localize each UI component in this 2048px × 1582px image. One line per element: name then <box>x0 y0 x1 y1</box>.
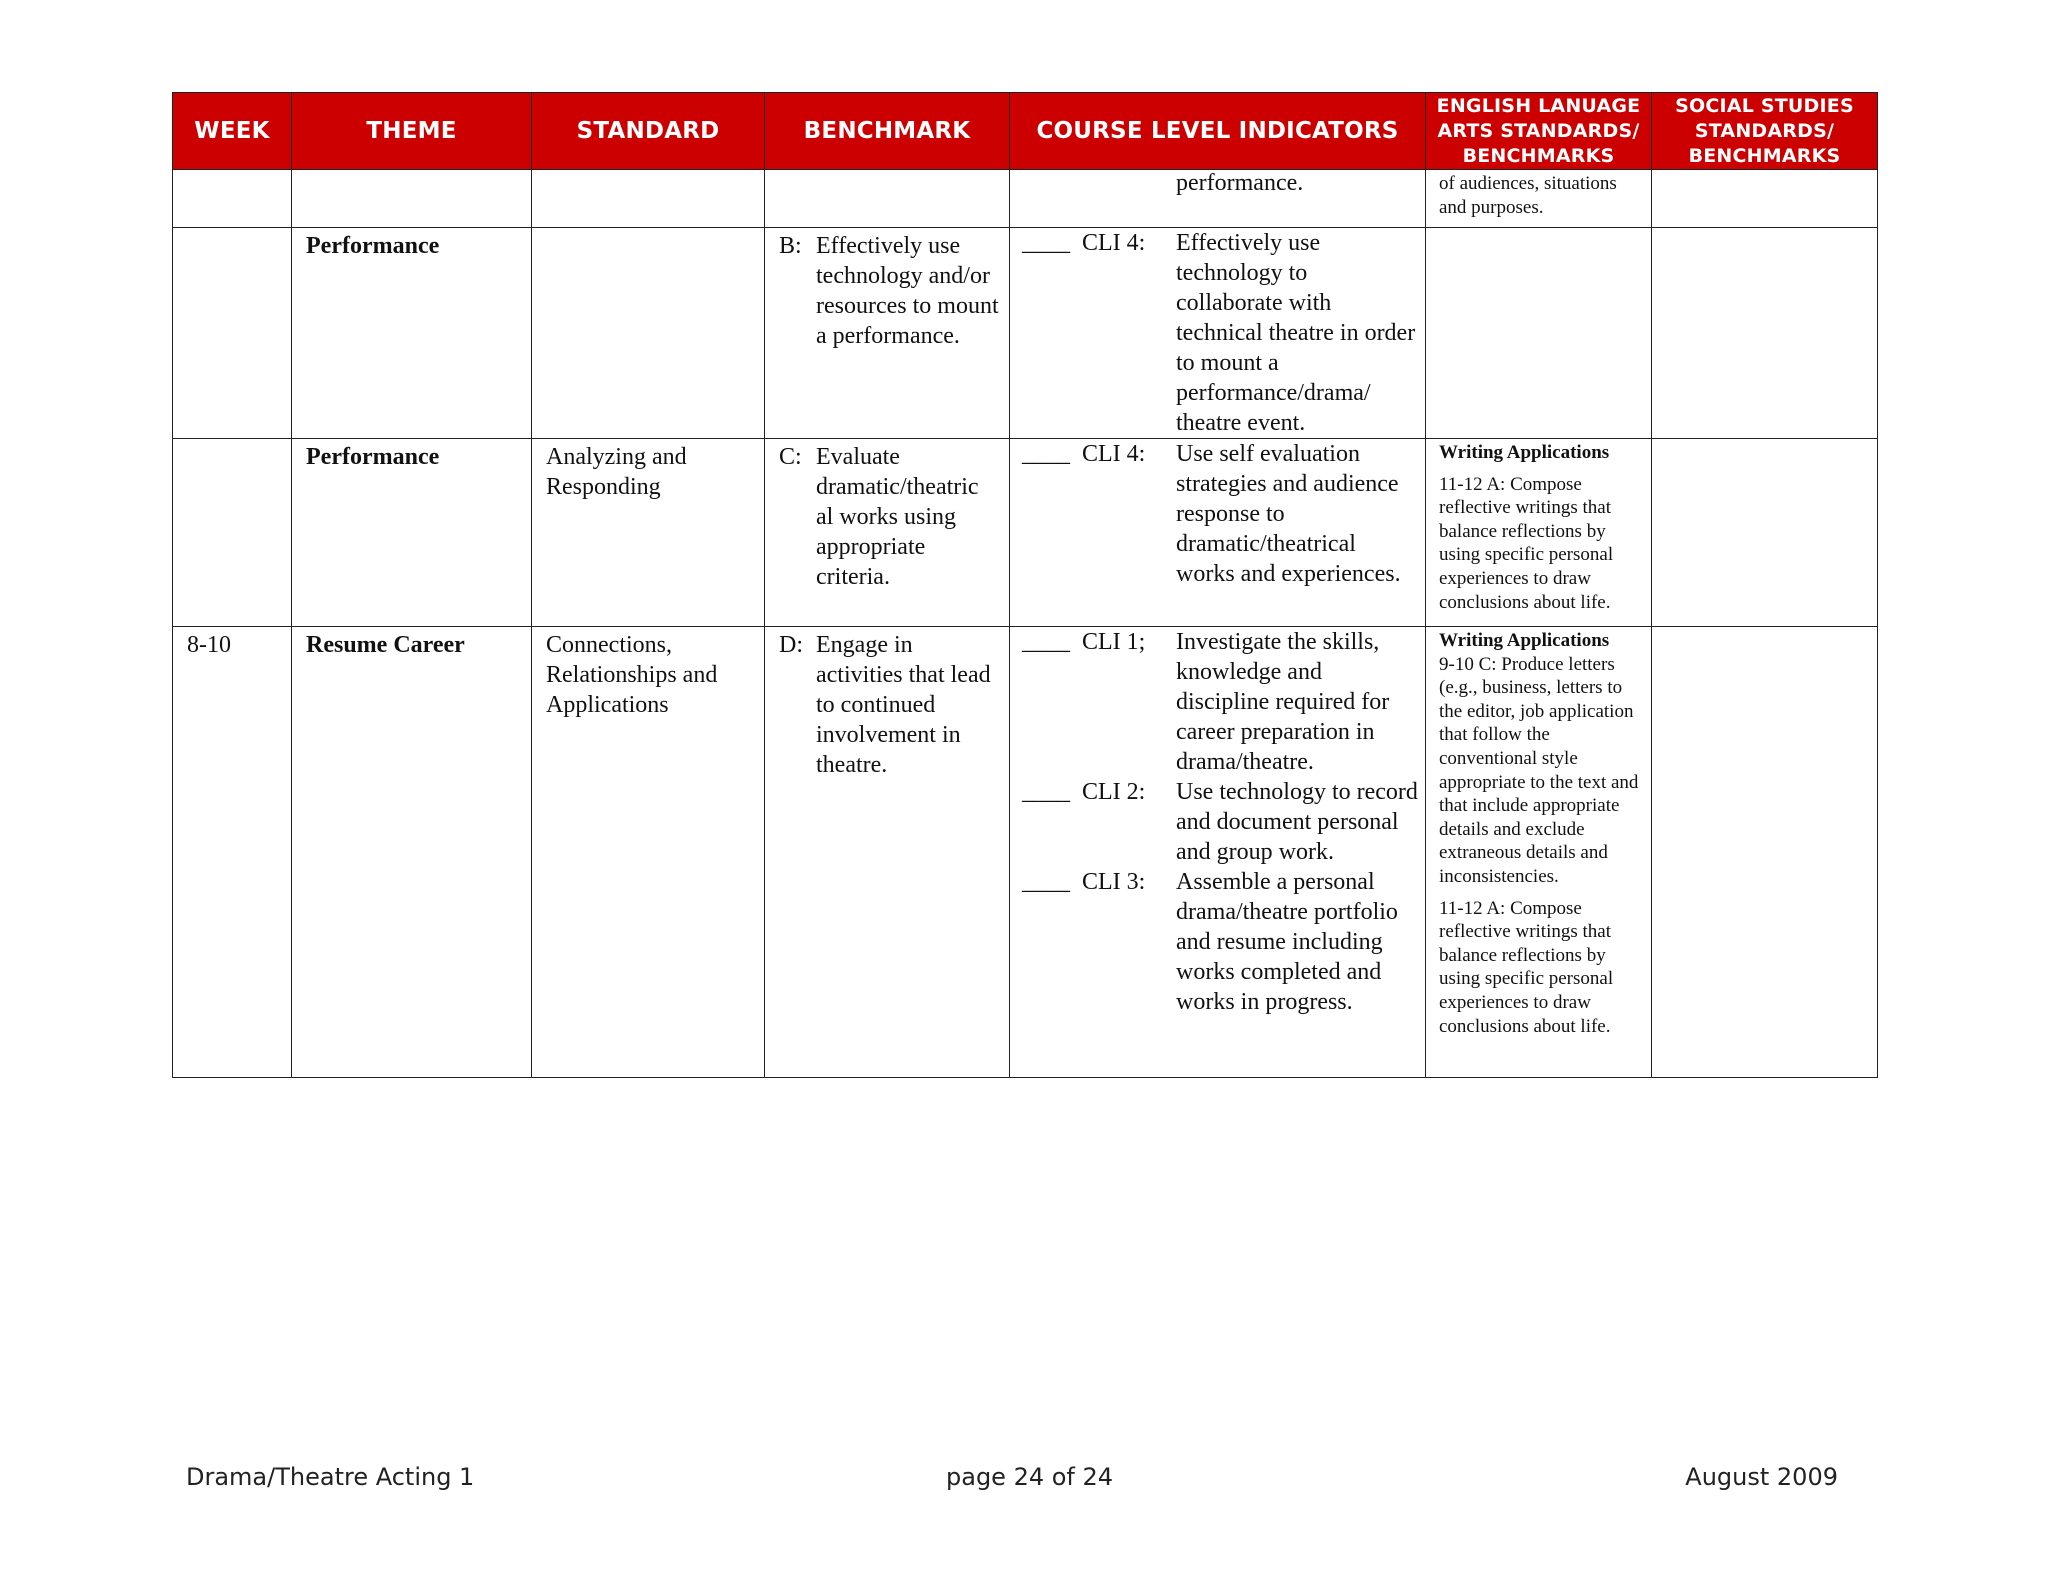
ela-paragraph: 11-12 A: Compose reflective writings that balance reflections by using specific personal experiences to draw conclusions about life. <box>1439 473 1614 613</box>
standard-cell <box>532 439 765 627</box>
social-studies-value <box>1652 627 1877 633</box>
footer-course-title: Drama/Theatre Acting 1 <box>186 1463 475 1491</box>
table-row <box>173 627 1878 1078</box>
ela-cell <box>1426 439 1652 627</box>
ela-heading: Writing Applications <box>1439 630 1610 651</box>
header-standard: STANDARD <box>532 93 765 170</box>
standard-cell <box>532 627 765 1078</box>
header-ela-standards: ENGLISH LANUAGE ARTS STANDARDS/ BENCHMARKS <box>1426 93 1652 170</box>
standard-value: Analyzing and Responding <box>546 444 687 500</box>
benchmark-entry <box>765 170 1009 176</box>
header-course-level-indicators: COURSE LEVEL INDICATORS <box>1010 93 1426 170</box>
theme-value <box>292 170 531 176</box>
cli-cell <box>1010 627 1426 1078</box>
cli-cell <box>1010 228 1426 439</box>
cli-entry <box>1010 627 1425 777</box>
benchmark-cell <box>765 170 1010 228</box>
theme-value: Performance <box>306 444 440 470</box>
cli-description: performance. <box>1176 170 1304 196</box>
social-studies-value <box>1652 439 1877 445</box>
cli-checkbox-line <box>1010 168 1079 198</box>
cli-entry <box>1010 867 1425 1017</box>
theme-cell <box>292 228 532 439</box>
week-value <box>173 228 291 234</box>
benchmark-letter: C: <box>779 444 802 470</box>
social-studies-value <box>1652 228 1877 234</box>
ela-content <box>1426 228 1651 232</box>
table-row <box>173 439 1878 627</box>
header-theme: THEME <box>292 93 532 170</box>
cli-checkbox-line: ____ <box>1022 869 1070 895</box>
table-body <box>173 170 1878 1078</box>
ela-content <box>1426 627 1651 1040</box>
week-cell <box>173 228 292 439</box>
ela-content <box>1426 439 1651 616</box>
benchmark-cell <box>765 228 1010 439</box>
theme-cell <box>292 627 532 1078</box>
footer-page-number: page 24 of 24 <box>946 1463 1114 1491</box>
cli-description: Investigate the skills, knowledge and discipline required for career preparation in drama/theatre. <box>1176 629 1390 775</box>
social-studies-cell <box>1652 228 1878 439</box>
cli-entry <box>1010 168 1425 198</box>
benchmark-entry <box>765 228 1009 354</box>
table-row <box>173 228 1878 439</box>
ela-cell <box>1426 228 1652 439</box>
benchmark-cell <box>765 439 1010 627</box>
table-row <box>173 170 1878 228</box>
week-value <box>173 439 291 445</box>
cli-checkbox-line: ____ <box>1022 230 1070 256</box>
theme-value: Resume Career <box>306 632 465 658</box>
cli-entry <box>1010 228 1425 438</box>
ela-cell <box>1426 170 1652 228</box>
cli-cell <box>1010 439 1426 627</box>
header-row <box>173 93 1878 170</box>
header-benchmark: BENCHMARK <box>765 93 1010 170</box>
cli-code: CLI 4: <box>1082 441 1146 467</box>
week-cell <box>173 627 292 1078</box>
ela-content <box>1426 170 1651 221</box>
cli-code <box>1079 168 1176 198</box>
benchmark-entry <box>765 439 1009 595</box>
social-studies-cell <box>1652 170 1878 228</box>
benchmark-text: Evaluate dramatic/theatric al works using appropriate criteria. <box>816 444 979 590</box>
cli-code: CLI 1; <box>1082 629 1146 655</box>
ela-heading: Writing Applications <box>1439 442 1610 463</box>
benchmark-entry <box>765 627 1009 783</box>
social-studies-cell <box>1652 439 1878 627</box>
theme-value: Performance <box>306 233 440 259</box>
ela-cell <box>1426 627 1652 1078</box>
standard-value: Connections, Relationships and Applications <box>546 632 718 718</box>
week-cell <box>173 439 292 627</box>
cli-description: Use technology to record and document personal and group work. <box>1176 779 1418 865</box>
footer-date: August 2009 <box>1685 1463 1838 1491</box>
cli-entry <box>1010 439 1425 589</box>
week-value <box>173 170 291 176</box>
header-social-studies-standards: SOCIAL STUDIES STANDARDS/ BENCHMARKS <box>1652 93 1878 170</box>
benchmark-cell <box>765 627 1010 1078</box>
week-value: 8-10 <box>187 632 231 658</box>
standard-cell <box>532 170 765 228</box>
cli-checkbox-line: ____ <box>1022 629 1070 655</box>
cli-code: CLI 3: <box>1082 869 1146 895</box>
ela-paragraph: 9-10 C: Produce letters (e.g., business, letters to the editor, job application that follow the conventional style appropriate to the text and that include appropriate details and exclude extraneous details and inconsistencies. <box>1439 653 1639 887</box>
header-week: WEEK <box>173 93 292 170</box>
cli-code: CLI 2: <box>1082 779 1146 805</box>
curriculum-table <box>172 92 1878 1078</box>
cli-description: Effectively use technology to collaborate with technical theatre in order to mount a performance/drama/ theatre event. <box>1176 230 1416 436</box>
standard-value <box>532 170 764 176</box>
benchmark-text: Engage in activities that lead to continued involvement in theatre. <box>816 632 991 778</box>
standard-cell <box>532 228 765 439</box>
cli-description: Use self evaluation strategies and audience response to dramatic/theatrical works and experiences. <box>1176 441 1401 587</box>
cli-checkbox-line: ____ <box>1022 779 1070 805</box>
cli-entry <box>1010 777 1425 867</box>
ela-paragraph: of audiences, situations and purposes. <box>1439 173 1617 218</box>
week-cell <box>173 170 292 228</box>
ela-paragraph: 11-12 A: Compose reflective writings that balance reflections by using specific personal experiences to draw conclusions about life. <box>1439 897 1614 1037</box>
theme-cell <box>292 439 532 627</box>
benchmark-letter: D: <box>779 632 803 658</box>
benchmark-text: Effectively use technology and/or resources to mount a performance. <box>816 233 999 349</box>
cli-cell <box>1010 170 1426 228</box>
cli-description: Assemble a personal drama/theatre portfolio and resume including works completed and works in progress. <box>1176 869 1398 1015</box>
theme-cell <box>292 170 532 228</box>
social-studies-value <box>1652 170 1877 176</box>
social-studies-cell <box>1652 627 1878 1078</box>
cli-code: CLI 4: <box>1082 230 1146 256</box>
benchmark-letter: B: <box>779 233 802 259</box>
standard-value <box>532 228 764 234</box>
cli-checkbox-line: ____ <box>1022 441 1070 467</box>
